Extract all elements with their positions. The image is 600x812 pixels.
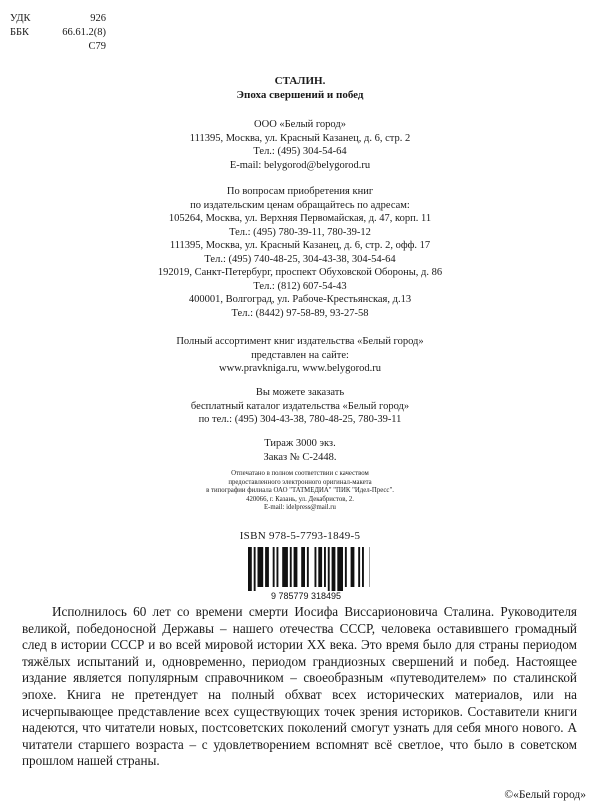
author-mark: С79 bbox=[88, 41, 106, 52]
catalog-block bbox=[0, 386, 600, 427]
copyright: ©«Белый город» bbox=[504, 789, 586, 801]
udk-value: 926 bbox=[90, 13, 106, 24]
purchase-line: Тел.: (8442) 97-58-89, 93-27-58 bbox=[231, 307, 369, 319]
barcode-bar bbox=[307, 547, 309, 587]
purchase-line: 111395, Москва, ул. Красный Казанец, д. 6, стр. 2, офф. 17 bbox=[169, 240, 431, 251]
printing-line: Отпечатано в полном соответствии с качеством bbox=[231, 470, 369, 477]
barcode-bar bbox=[358, 547, 360, 587]
barcode-graphic bbox=[240, 545, 370, 601]
publisher-phone: Тел.: (495) 304-54-64 bbox=[253, 146, 347, 157]
assortment-line: представлен на сайте: bbox=[251, 349, 349, 361]
printing-line: E-mail: idelpress@mail.ru bbox=[264, 504, 336, 511]
bbk-label: ББК bbox=[10, 27, 30, 38]
barcode-bar bbox=[290, 547, 292, 587]
purchase-line: Тел.: (812) 607-54-43 bbox=[253, 280, 347, 292]
udk-row bbox=[10, 12, 106, 26]
barcode-bar bbox=[301, 547, 305, 587]
publisher-block bbox=[0, 118, 600, 172]
printing-line: 420066, г. Казань, ул. Декабристов, 2. bbox=[246, 495, 354, 503]
book-title bbox=[0, 74, 600, 102]
barcode-bar bbox=[337, 547, 343, 591]
purchase-line: по издательским ценам обращайтесь по адресам: bbox=[190, 199, 410, 211]
barcode-digits: 9 785779 318495 bbox=[270, 591, 342, 601]
barcode-bar bbox=[282, 547, 288, 587]
barcode-bar bbox=[254, 547, 256, 591]
barcode-bar bbox=[294, 547, 298, 587]
print-run: Тираж 3000 экз. bbox=[264, 438, 336, 449]
publisher-name: ООО «Белый город» bbox=[254, 119, 346, 130]
printing-line: предоставленного электронного оригинал-макета bbox=[228, 478, 372, 486]
barcode-bar bbox=[265, 547, 269, 587]
assortment-block bbox=[0, 335, 600, 376]
bbk-value: 66.61.2(8) bbox=[62, 27, 106, 38]
isbn-text: ISBN 978-5-7793-1849-5 bbox=[239, 530, 361, 542]
barcode-bar bbox=[258, 547, 264, 587]
barcode-bar bbox=[351, 547, 355, 587]
udk-label: УДК bbox=[10, 13, 31, 24]
title-line-2: Эпоха свершений и побед bbox=[236, 89, 364, 101]
catalog-line: Вы можете заказать bbox=[255, 387, 345, 398]
purchase-line: Тел.: (495) 740-48-25, 304-43-38, 304-54-64 bbox=[204, 253, 396, 265]
barcode-bar bbox=[345, 547, 347, 587]
title-line-1: СТАЛИН. bbox=[274, 75, 326, 87]
bbk-row bbox=[10, 26, 106, 40]
assortment-websites: www.pravkniga.ru, www.belygorod.ru bbox=[219, 363, 381, 374]
barcode-bar bbox=[328, 547, 330, 591]
barcode-bar bbox=[318, 547, 322, 587]
classification-codes bbox=[10, 12, 106, 54]
barcode-bar bbox=[324, 547, 326, 587]
barcode-bar bbox=[248, 547, 252, 591]
barcode-bar bbox=[315, 547, 317, 587]
barcode bbox=[240, 545, 370, 601]
printing-note bbox=[0, 470, 600, 513]
barcode-bar bbox=[277, 547, 279, 587]
publisher-email: E-mail: belygorod@belygorod.ru bbox=[229, 159, 371, 171]
purchase-line: 105264, Москва, ул. Верхняя Первомайская, д. 47, корп. 11 bbox=[168, 213, 432, 224]
purchase-block bbox=[0, 185, 600, 320]
purchase-line: Тел.: (495) 780-39-11, 780-39-12 bbox=[229, 226, 371, 238]
printing-line: в типографии филиала ОАО "ТАТМЕДИА" "ПИК "Идел-Пресс". bbox=[206, 487, 394, 494]
catalog-line: бесплатный каталог издательства «Белый город» bbox=[190, 400, 410, 412]
barcode-bar bbox=[332, 547, 336, 591]
barcode-bar bbox=[362, 547, 364, 587]
barcode-bar bbox=[273, 547, 275, 587]
order-number: Заказ № С-2448. bbox=[263, 451, 337, 463]
publisher-address: 111395, Москва, ул. Красный Казанец, д. 6, стр. 2 bbox=[189, 132, 411, 144]
print-run-block bbox=[0, 437, 600, 464]
purchase-line: 400001, Волгоград, ул. Рабоче-Крестьянская, д.13 bbox=[188, 294, 412, 305]
catalog-phones: по тел.: (495) 304-43-38, 780-48-25, 780-39-11 bbox=[198, 414, 402, 425]
purchase-line: 192019, Санкт-Петербург, проспект Обуховской Обороны, д. 86 bbox=[157, 267, 443, 278]
purchase-line: По вопросам приобретения книг bbox=[226, 186, 374, 197]
assortment-line: Полный ассортимент книг издательства «Белый город» bbox=[176, 336, 424, 347]
author-mark-row bbox=[10, 40, 106, 54]
book-description: Исполнилось 60 лет со времени смерти Иосифа Виссарионовича Сталина. Руководителя великой, победоносной Державы – нашего отечества СССР, человека оставившего громадный след в истории СССР и во всей мировой истории XX века. Это время было для страны периодом тяжёлых испытаний и, одновременно, периодом грандиозных свершений и побед. Настоящее издание является популярным справочником – своеобразным «путеводителем» по сталинской эпохе. Книга не претендует на полный обхват всех исторических материалов, или на исчерпывающее представление всех существующих точек зрения историков. Составители книги надеются, что читатели новых, постсоветских поколений смогут узнать для себя много нового. А читатели старшего возраста – с удовлетворением вспомнят всё светлое, что было в советском прошлом нашей страны. bbox=[22, 604, 577, 769]
